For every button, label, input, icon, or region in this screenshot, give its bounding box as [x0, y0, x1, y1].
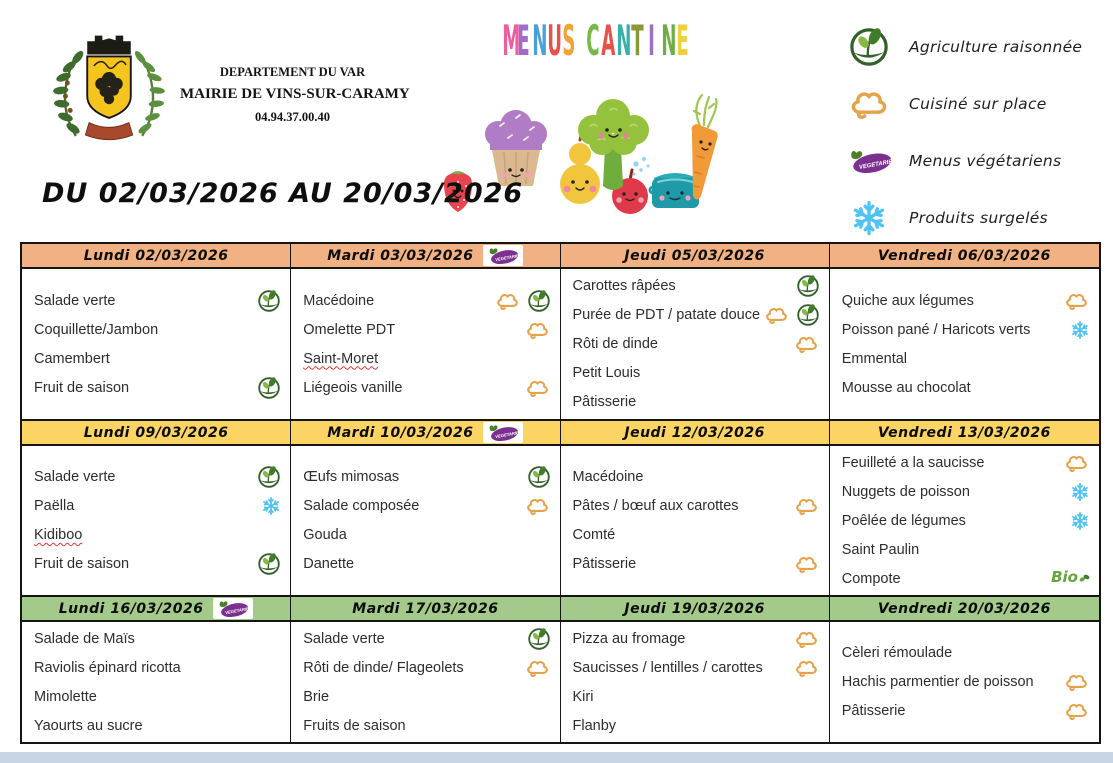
mairie-label: MAIRIE DE VINS-SUR-CARAMY — [180, 86, 410, 102]
menu-item — [573, 301, 820, 330]
day-date-label: Lundi 02/03/2026 — [83, 247, 229, 264]
menu-item-text: Mimolette — [34, 688, 97, 705]
menu-item — [303, 492, 550, 521]
title-letter: E — [516, 18, 530, 66]
menu-item — [573, 653, 820, 682]
department-label: DEPARTEMENT DU VAR — [219, 65, 366, 79]
vegetarian-badge-icon — [483, 422, 523, 443]
menu-item — [303, 286, 550, 315]
menu-item-icons — [1070, 482, 1090, 502]
day-header — [830, 597, 1099, 620]
menu-item — [842, 506, 1090, 535]
menu-item — [34, 315, 281, 344]
title-letter: A — [600, 18, 615, 66]
menu-item-icons — [524, 494, 551, 518]
agriculture-leaf-icon — [527, 289, 551, 313]
menu-item — [34, 286, 281, 315]
day-header — [561, 597, 830, 620]
day-menu-cell — [830, 622, 1099, 742]
menu-item-text: Poêlée de légumes — [841, 512, 966, 529]
vegetarian-badge-icon — [213, 598, 253, 619]
day-date-label: Vendredi 20/03/2026 — [877, 600, 1051, 617]
menu-item — [303, 550, 550, 579]
day-header — [22, 244, 291, 267]
menu-item-text: Comté — [572, 527, 616, 543]
week-header-row — [22, 244, 1099, 269]
menu-item-text: Fruit de saison — [34, 556, 130, 572]
day-date-label: Vendredi 13/03/2026 — [877, 424, 1051, 441]
week-body-row — [22, 269, 1099, 419]
menu-item — [34, 682, 281, 711]
menu-item-icons — [527, 465, 551, 489]
day-menu-cell — [22, 446, 291, 595]
title-letter: I — [647, 18, 655, 66]
menu-item — [34, 463, 281, 492]
menu-item — [842, 344, 1090, 373]
menu-item-icons — [793, 627, 820, 651]
menu-item — [842, 535, 1090, 564]
menu-item-text: Danette — [303, 556, 355, 572]
menu-item-icons — [524, 318, 551, 342]
menu-item-text: Compote — [841, 570, 901, 587]
menu-item-text: Poisson pané / Haricots verts — [841, 321, 1031, 338]
title-letter: T — [630, 18, 644, 66]
menu-item-icons — [524, 376, 551, 400]
menu-item-text: Salade de Maïs — [34, 630, 135, 647]
day-menu-cell — [291, 622, 560, 742]
bio-icon — [1051, 567, 1090, 588]
day-header — [291, 421, 560, 444]
menu-item-text: Quiche aux légumes — [841, 292, 974, 309]
menu-item-text: Gouda — [303, 527, 347, 543]
menu-item — [303, 373, 550, 402]
snowflake-icon — [1070, 482, 1090, 502]
menu-item-text: Fruit de saison — [34, 379, 130, 396]
day-header — [830, 421, 1099, 444]
legend-label: Produits surgelés — [909, 208, 1048, 227]
menu-item — [842, 477, 1090, 506]
menu-item — [34, 550, 281, 579]
agriculture-leaf-icon — [257, 289, 281, 313]
menu-item — [303, 711, 550, 740]
menu-item-icons — [494, 289, 551, 313]
menu-item — [34, 653, 281, 682]
menu-item — [842, 373, 1090, 402]
menu-item-icons — [261, 496, 281, 516]
menu-item-text: Salade composée — [303, 498, 420, 514]
menu-item-icons — [257, 552, 281, 576]
menu-item — [573, 521, 820, 550]
snowflake-icon — [845, 199, 893, 237]
menu-item-text: Rôti de dinde — [572, 336, 658, 352]
day-menu-cell — [561, 622, 830, 742]
chef-hat-icon — [524, 318, 551, 342]
menu-item-text: Salade verte — [34, 469, 116, 485]
menu-item — [573, 492, 820, 521]
chef-hat-icon — [1063, 699, 1090, 723]
chef-hat-icon — [793, 627, 820, 651]
menu-item-text: Petit Louis — [572, 365, 641, 381]
day-menu-cell — [561, 269, 830, 419]
snowflake-icon — [261, 496, 281, 516]
menu-item — [573, 711, 820, 740]
title-letter: E — [675, 18, 689, 66]
title-letter: M — [501, 18, 520, 66]
menu-item — [303, 624, 550, 653]
steam-dots — [633, 157, 650, 176]
menu-item — [573, 330, 820, 359]
menu-item — [34, 521, 281, 550]
day-date-label: Jeudi 19/03/2026 — [624, 600, 765, 617]
chef-hat-icon — [524, 656, 551, 680]
menu-item — [573, 388, 820, 417]
menu-item-text: Rôti de dinde/ Flageolets — [303, 659, 464, 676]
day-header — [561, 244, 830, 267]
chef-hat-icon — [793, 332, 820, 356]
menu-item — [34, 711, 281, 740]
menu-item-text: Pizza au fromage — [572, 630, 686, 647]
day-date-label: Lundi 09/03/2026 — [83, 424, 229, 441]
title-letter: S — [561, 18, 575, 66]
menu-item-text: Kiri — [572, 688, 594, 705]
chef-hat-icon — [793, 494, 820, 518]
day-menu-cell — [22, 269, 291, 419]
chef-hat-icon — [524, 376, 551, 400]
chef-hat-icon — [1063, 670, 1090, 694]
menu-item-text: Coquillette/Jambon — [34, 321, 159, 338]
day-header — [291, 597, 560, 620]
menu-item-icons — [257, 465, 281, 489]
menu-item-text: Mousse au chocolat — [841, 379, 971, 396]
menu-item-icons — [796, 274, 820, 298]
menu-item — [573, 624, 820, 653]
agriculture-leaf-icon — [527, 465, 551, 489]
menu-item-text: Saucisses / lentilles / carottes — [572, 659, 763, 676]
day-menu-cell — [561, 446, 830, 595]
phone-number: 04.94.37.00.40 — [255, 110, 330, 124]
title-letter: N — [660, 18, 676, 66]
menu-item-icons — [1070, 511, 1090, 531]
chef-hat-icon — [1063, 451, 1090, 475]
menu-table — [20, 242, 1101, 744]
menu-item — [34, 492, 281, 521]
menu-item — [303, 682, 550, 711]
legend — [845, 18, 1105, 246]
day-header — [561, 421, 830, 444]
menu-item-text: Salade verte — [303, 630, 385, 647]
horizontal-scrollbar[interactable] — [0, 752, 1113, 763]
menu-item-text: Hachis parmentier de poisson — [841, 674, 1034, 690]
menu-item-text: Saint Paulin — [841, 541, 920, 558]
menu-item-text: Pâtes / bœuf aux carottes — [572, 498, 739, 514]
bio-label: Bio — [1051, 567, 1078, 586]
menu-item-text: Purée de PDT / patate douce — [572, 307, 761, 323]
menu-item-text: Pâtisserie — [841, 703, 906, 719]
chef-hat-icon — [763, 303, 790, 327]
menu-item — [842, 639, 1090, 668]
agriculture-leaf-icon — [257, 376, 281, 400]
menu-item-icons — [793, 552, 820, 576]
agriculture-leaf-icon — [257, 552, 281, 576]
menu-item-text: Carottes râpées — [572, 278, 676, 294]
menu-item-text: Liégeois vanille — [303, 379, 403, 396]
agriculture-leaf-icon — [527, 627, 551, 651]
menu-item-text: Camembert — [34, 350, 110, 367]
chef-hat-icon — [793, 552, 820, 576]
chef-hat-icon — [494, 289, 521, 313]
menu-item-icons — [1063, 451, 1090, 475]
menu-item-icons — [793, 656, 820, 680]
title-letter: C — [585, 18, 600, 66]
day-header — [830, 244, 1099, 267]
menu-item-text: Macédoine — [303, 292, 375, 309]
menu-item-text: Omelette PDT — [303, 321, 396, 338]
day-menu-cell — [291, 269, 560, 419]
menu-item-text: Cèleri rémoulade — [841, 645, 953, 661]
menu-item-icons — [1051, 567, 1090, 588]
menu-item — [842, 448, 1090, 477]
menu-item-text: Emmental — [841, 350, 908, 367]
menu-item — [842, 668, 1090, 697]
menu-item-text: Brie — [303, 688, 330, 705]
agriculture-leaf-icon — [257, 465, 281, 489]
chef-hat-icon — [1063, 289, 1090, 313]
legend-label: Cuisiné sur place — [909, 94, 1047, 113]
menu-item-icons — [257, 289, 281, 313]
menu-item-text: Macédoine — [572, 469, 644, 485]
menu-item-text: Pâtisserie — [572, 556, 637, 572]
menu-item — [303, 315, 550, 344]
cupcake — [485, 110, 547, 186]
menu-item-icons — [524, 656, 551, 680]
vegetarian-eggplant-icon — [845, 146, 893, 176]
bio-leaf — [1079, 570, 1090, 588]
day-date-label: Vendredi 06/03/2026 — [877, 247, 1051, 264]
menu-item — [573, 550, 820, 579]
day-date-label: Jeudi 12/03/2026 — [624, 424, 765, 441]
day-menu-cell — [830, 269, 1099, 419]
day-date-label: Mardi 03/03/2026 — [327, 247, 474, 264]
day-header — [22, 421, 291, 444]
menu-item-icons — [257, 376, 281, 400]
legend-row-surgeles — [845, 189, 1105, 246]
week-header-row — [22, 419, 1099, 446]
menu-item-icons — [1063, 670, 1090, 694]
menu-item-icons — [1070, 320, 1090, 340]
menu-item-text: Raviolis épinard ricotta — [34, 659, 181, 676]
legend-row-agriculture — [845, 18, 1105, 75]
town-coat-of-arms — [38, 26, 180, 154]
menu-item — [303, 344, 550, 373]
day-menu-cell — [291, 446, 560, 595]
legend-label: Agriculture raisonnée — [909, 37, 1083, 56]
title-letter: N — [615, 18, 631, 66]
menu-item — [303, 653, 550, 682]
menu-item-text: Pâtisserie — [572, 394, 637, 410]
week-header-row — [22, 595, 1099, 622]
day-menu-cell — [22, 622, 291, 742]
menu-item-icons — [793, 332, 820, 356]
menu-item — [573, 359, 820, 388]
menu-item-text: Saint-Moret — [303, 350, 379, 367]
menu-item — [34, 373, 281, 402]
menu-item — [303, 463, 550, 492]
menu-item — [34, 624, 281, 653]
week-body-row — [22, 622, 1099, 742]
agriculture-leaf-icon — [845, 26, 893, 68]
menu-item-icons — [793, 494, 820, 518]
day-date-label: Mardi 10/03/2026 — [327, 424, 474, 441]
day-date-label: Jeudi 05/03/2026 — [624, 247, 765, 264]
menu-item — [573, 463, 820, 492]
snowflake-icon — [1070, 320, 1090, 340]
day-header — [291, 244, 560, 267]
menu-item-icons — [763, 303, 820, 327]
day-date-label: Lundi 16/03/2026 — [58, 600, 204, 617]
snowflake-icon — [1070, 511, 1090, 531]
menu-item-text: Paëlla — [34, 498, 75, 514]
menu-item-text: Yaourts au sucre — [34, 717, 143, 734]
municipality-block — [180, 62, 410, 128]
menu-item-icons — [1063, 289, 1090, 313]
title-letter: N — [531, 18, 547, 66]
chef-hat-icon — [845, 84, 893, 124]
menu-item — [842, 315, 1090, 344]
day-header — [22, 597, 291, 620]
chef-hat-icon — [524, 494, 551, 518]
menu-item — [573, 272, 820, 301]
agriculture-leaf-icon — [796, 303, 820, 327]
vegetarian-badge-icon — [483, 245, 523, 266]
day-menu-cell — [830, 446, 1099, 595]
page-title — [478, 16, 710, 66]
menu-item-text: Salade verte — [34, 292, 116, 309]
menu-item-text: Œufs mimosas — [303, 469, 400, 485]
agriculture-leaf-icon — [796, 274, 820, 298]
menu-item — [842, 697, 1090, 726]
legend-row-vegetarien — [845, 132, 1105, 189]
carrot — [692, 95, 718, 200]
week-body-row — [22, 446, 1099, 595]
menu-item — [842, 564, 1090, 593]
menu-item-text: Kidiboo — [34, 527, 83, 543]
menu-item — [34, 344, 281, 373]
day-date-label: Mardi 17/03/2026 — [352, 600, 499, 617]
title-letter: U — [546, 18, 562, 66]
menu-item-text: Fruits de saison — [303, 717, 406, 734]
menu-item-text: Flanby — [572, 717, 617, 734]
menu-item — [842, 286, 1090, 315]
menu-item-text: Feuilleté a la saucisse — [841, 454, 985, 471]
legend-label: Menus végétariens — [909, 151, 1062, 170]
legend-row-cuisine — [845, 75, 1105, 132]
menu-item — [573, 682, 820, 711]
menu-date-range: DU 02/03/2026 AU 20/03/2026 — [42, 178, 524, 209]
menu-item-text: Nuggets de poisson — [841, 483, 970, 500]
menu-item-icons — [1063, 699, 1090, 723]
menu-item-icons — [527, 627, 551, 651]
menu-item — [303, 521, 550, 550]
chef-hat-icon — [793, 656, 820, 680]
